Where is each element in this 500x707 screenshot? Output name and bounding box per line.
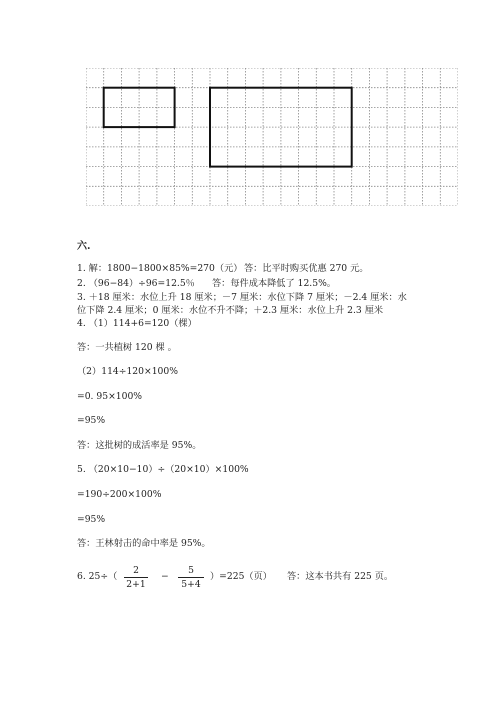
answer-4-reply-1: 答：一共植树 120 棵 。	[77, 342, 177, 353]
answer-6-suffix: ）=225（页）	[210, 571, 272, 582]
answer-4-step-1: =0. 95×100%	[77, 391, 143, 402]
fraction-5-over-9	[178, 565, 204, 590]
answer-1: 1. 解：1800−1800×85%=270（元）	[77, 263, 243, 274]
answer-3-line-2: 位下降 2.4 厘米；0 厘米：水位不升不降；＋2.3 厘米：水位上升 2.3 厘米	[77, 305, 384, 316]
fraction-2-over-3	[124, 565, 148, 590]
answer-6-prefix: 6. 25÷（	[77, 571, 118, 582]
fraction-1-denominator: 2+1	[126, 579, 146, 590]
answer-1-reply: 答：比平时购买优惠 270 元。	[244, 263, 369, 274]
answer-4-reply-2: 答：这批树的成活率是 95%。	[77, 440, 202, 451]
fraction-2-bar	[178, 577, 204, 578]
answer-6-reply: 答：这本书共有 225 页。	[287, 571, 394, 582]
answer-5: 5. （20×10−10）÷（20×10）×100%	[77, 464, 249, 475]
section-heading: 六.	[77, 241, 91, 252]
fraction-1-numerator: 2	[133, 565, 139, 576]
grid-figure	[86, 68, 458, 206]
answer-4-step-2: =95%	[77, 415, 106, 426]
answer-5-step-1: =190÷200×100%	[77, 489, 162, 500]
answer-5-step-2: =95%	[77, 514, 106, 525]
answer-4-part-1: 4. （1）114+6=120（棵）	[77, 318, 197, 329]
fraction-2-numerator: 5	[188, 565, 194, 576]
answer-2: 2. （96−84）÷96=12.5％	[77, 278, 195, 289]
fraction-2-denominator: 5+4	[181, 579, 201, 590]
answer-3-line-1: 3. ＋18 厘米：水位上升 18 厘米；－7 厘米：水位下降 7 厘米；－2.4 厘米：水	[77, 292, 407, 303]
answer-2-reply: 答：每件成本降低了 12.5%。	[212, 278, 336, 289]
answer-5-reply: 答：王林射击的命中率是 95%。	[77, 538, 211, 549]
fraction-1-bar	[124, 577, 148, 578]
answer-4-part-2: （2）114÷120×100%	[77, 366, 178, 377]
answer-6-minus: −	[161, 571, 169, 582]
